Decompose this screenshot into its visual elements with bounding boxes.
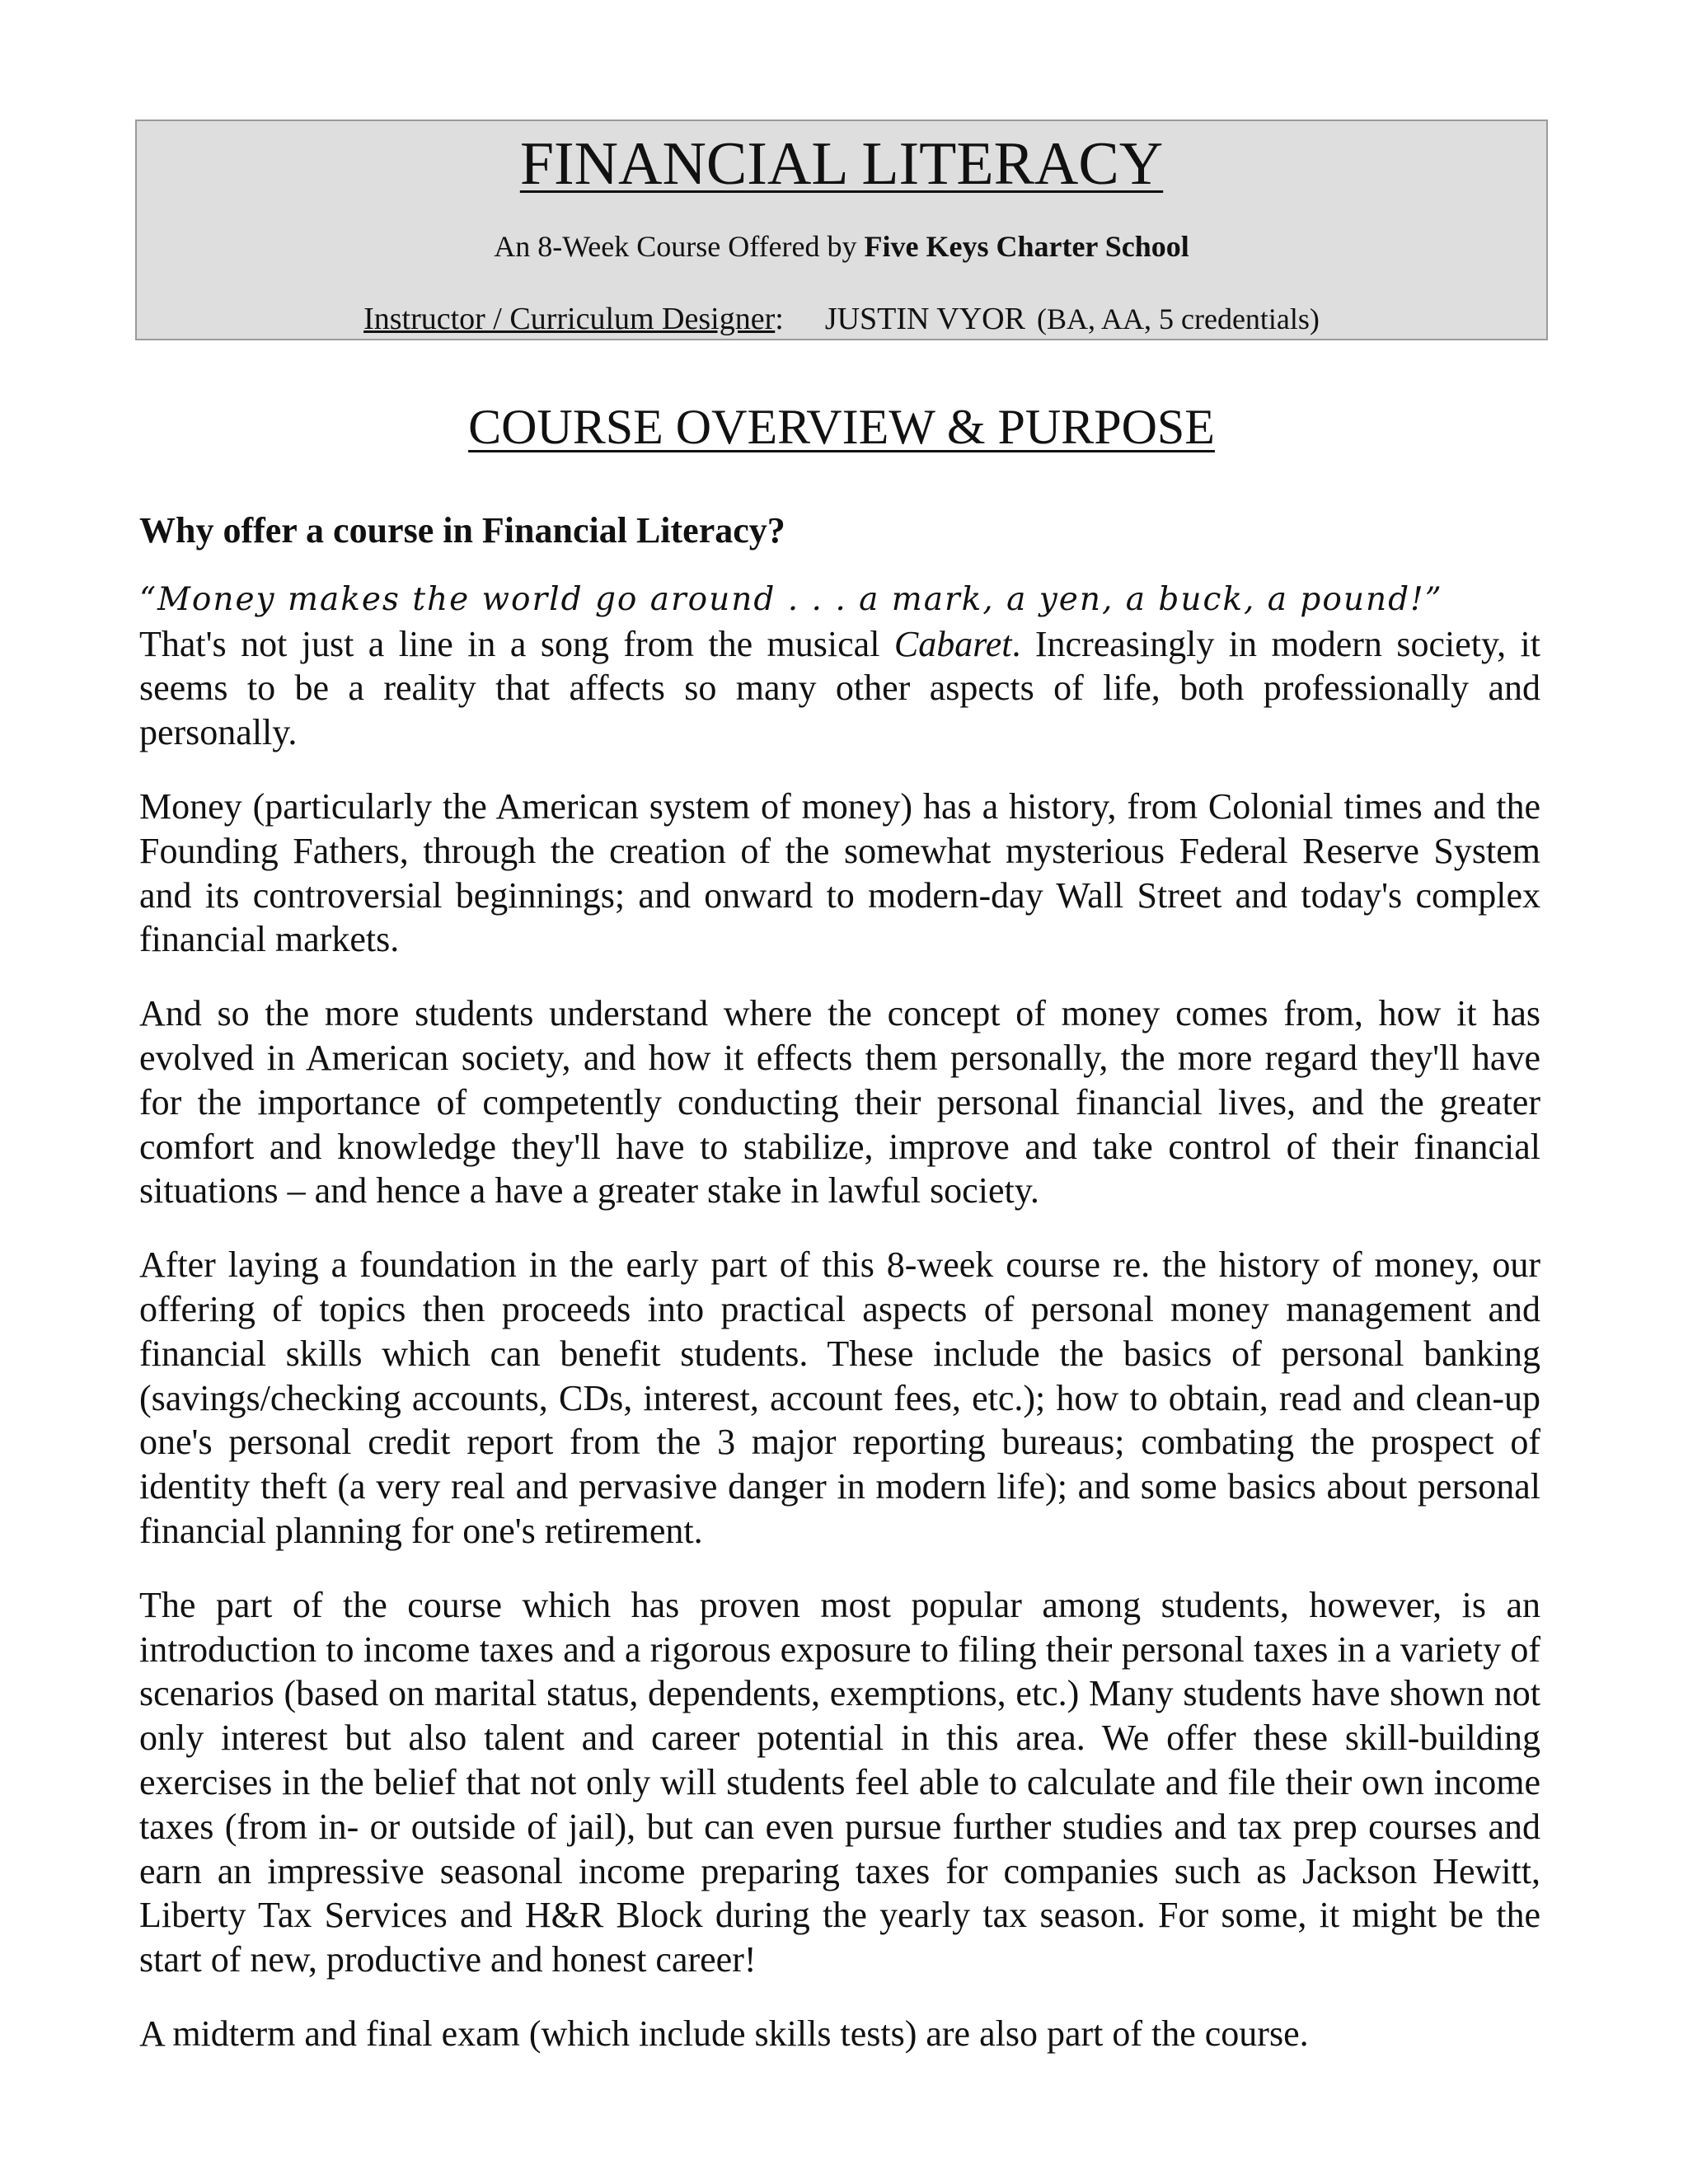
instructor-colon: : xyxy=(775,302,784,336)
course-title: FINANCIAL LITERACY xyxy=(519,130,1164,198)
paragraph-6: A midterm and final exam (which include skills tests) are also part of the course. xyxy=(139,2013,1309,2054)
paragraph-3: And so the more students understand where the concept of money comes from, how it has evolved in American society, and how it effects them personally, the more regard they'll have for the importance of competently conducting their personal financial lives, and the greater comfort and knowledge they'll have to stabilize, improve and take control of their financial situations – and hence a have a greater stake in lawful society. xyxy=(139,993,1540,1212)
subtitle-text: An 8-Week Course Offered by xyxy=(494,230,865,263)
course-header-box xyxy=(135,120,1548,340)
course-subtitle xyxy=(137,228,1546,265)
body-text xyxy=(139,509,1540,2086)
instructor-credentials: (BA, AA, 5 credentials) xyxy=(1036,302,1320,335)
instructor-name: JUSTIN VYOR xyxy=(824,302,1025,336)
musical-title: Cabaret xyxy=(893,623,1012,664)
paragraph-1 xyxy=(139,622,1540,755)
song-quote: “Money makes the world go around . . . a mark, a yen, a buck, a pound!” xyxy=(139,580,1443,618)
lead-question: Why offer a course in Financial Literacy? xyxy=(139,510,785,551)
instructor-label: Instructor / Curriculum Designer xyxy=(363,302,776,336)
paragraph-1-text-start: That's not just a line in a song from the musical xyxy=(139,623,894,664)
school-name: Five Keys Charter School xyxy=(864,230,1189,263)
section-heading: COURSE OVERVIEW & PURPOSE xyxy=(468,400,1215,454)
paragraph-2: Money (particularly the American system of money) has a history, from Colonial times and the Founding Fathers, through the creation of the somewhat mysterious Federal Reserve System and its controversial beginnings; and onward to modern-day Wall Street and today's complex financial markets. xyxy=(139,785,1540,960)
paragraph-5: The part of the course which has proven most popular among students, however, is an introduction to income taxes and a rigorous exposure to filing their personal taxes in a variety of scenarios (based on marital status, dependents, exemptions, etc.) Many students have shown not only interest but also talent and career potential in this area. We offer these skill-building exercises in the belief that not only will students feel able to calculate and file their own income taxes (from in- or outside of jail), but can even pursue further studies and tax prep courses and earn an impressive seasonal income preparing taxes for companies such as Jackson Hewitt, Liberty Tax Services and H&R Block during the yearly tax season. For some, it might be the start of new, productive and honest career! xyxy=(139,1584,1540,1980)
instructor-line xyxy=(137,300,1546,338)
paragraph-1-text-end: . Increasingly in modern society, it seems to be a reality that affects so many other aspects of life, both professionally and personally. xyxy=(139,623,1540,753)
paragraph-4: After laying a foundation in the early part of this 8-week course re. the history of money, our offering of topics then proceeds into practical aspects of personal money management and financial skills which can benefit students. These include the basics of personal banking (savings/checking accounts, CDs, interest, account fees, etc.); how to obtain, read and clean-up one's personal credit report from the 3 major reporting bureaus; combating the prospect of identity theft (a very real and pervasive danger in modern life); and some basics about personal financial planning for one's retirement. xyxy=(139,1244,1540,1551)
